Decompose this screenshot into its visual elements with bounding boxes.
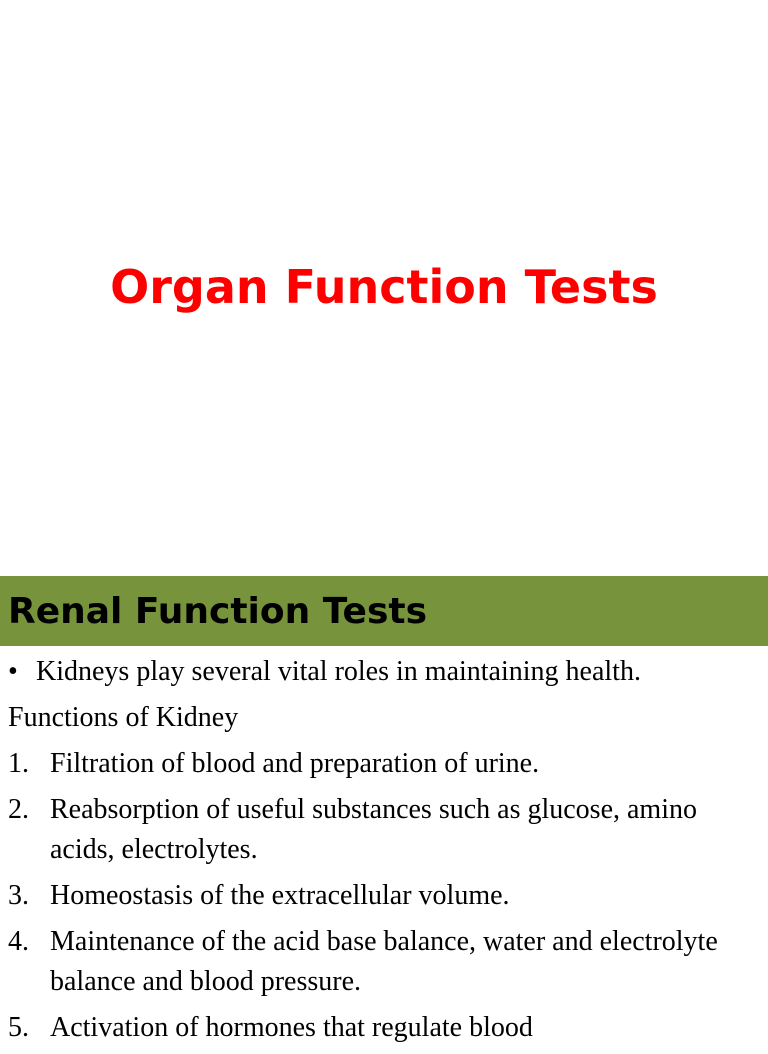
list-item xyxy=(0,744,768,784)
bullet-item xyxy=(0,652,768,692)
list-item xyxy=(0,790,768,870)
list-number: 5. xyxy=(8,1012,29,1043)
list-text: Maintenance of the acid base balance, water and electrolyte balance and blood pressure. xyxy=(50,926,718,997)
list-number: 3. xyxy=(8,880,29,911)
slide-content xyxy=(0,652,768,1054)
list-item xyxy=(0,876,768,916)
bullet-text: Kidneys play several vital roles in maintaining health. xyxy=(36,656,641,687)
bullet-icon: • xyxy=(8,656,18,687)
subheading-text: Functions of Kidney xyxy=(8,702,239,733)
section-title: Renal Function Tests xyxy=(8,591,428,632)
slide-title: Organ Function Tests xyxy=(110,260,658,314)
list-item xyxy=(0,1008,768,1048)
list-text: Homeostasis of the extracellular volume. xyxy=(50,880,510,911)
list-text: Filtration of blood and preparation of urine. xyxy=(50,748,540,779)
list-number: 4. xyxy=(8,926,29,957)
list-number: 2. xyxy=(8,794,29,825)
list-number: 1. xyxy=(8,748,29,779)
list-item xyxy=(0,922,768,1002)
list-text: Activation of hormones that regulate blood xyxy=(50,1012,533,1043)
subheading xyxy=(0,698,768,738)
list-text: Reabsorption of useful substances such as glucose, amino acids, electrolytes. xyxy=(50,794,697,865)
section-banner xyxy=(0,576,768,646)
